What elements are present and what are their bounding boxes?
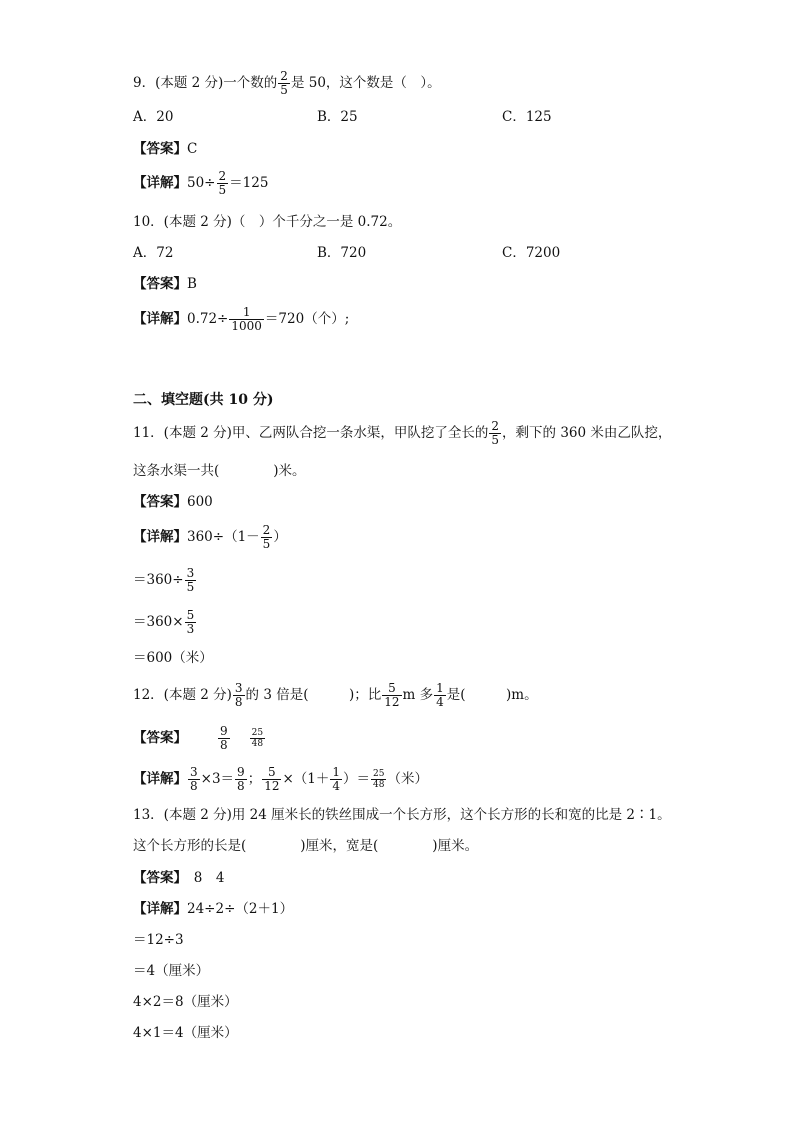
fraction: $\frac{3}{8}$	[190, 765, 198, 793]
fraction: $\frac{9}{8}$	[237, 765, 245, 793]
q13-detail-2: ＝12÷3	[133, 932, 184, 948]
q11-stem: 11．(本题 2 分)甲、乙两队合挖一条水渠，甲队挖了全长的 $\frac{2}{5}$ ，剩下的 360 米由乙队挖，	[133, 419, 672, 447]
fraction: $\frac{2}{5}$	[262, 523, 271, 551]
answer-fraction-1: $\frac{9}{8}$	[220, 724, 228, 752]
fraction: $\frac{1}{4}$	[332, 765, 341, 793]
fraction: $\frac{1}{4}$	[436, 681, 444, 709]
q13-stem-line2: 这个长方形的长是( )厘米，宽是( )厘米。	[133, 838, 479, 854]
q13-stem-line1: 13．(本题 2 分)用 24 厘米长的铁丝围成一个长方形，这个长方形的长和宽的比是 2∶1。	[133, 807, 671, 823]
q11-detail-3: ＝360× $\frac{5}{3}$	[133, 608, 195, 636]
q9-option-a: A．20	[133, 109, 174, 125]
q13-detail-3: ＝4（厘米）	[133, 963, 210, 979]
section-title: 二、填空题(共 10 分)	[133, 392, 274, 408]
q13-answer: 【答案】 8 4	[133, 870, 225, 886]
fraction: $\frac{3}{8}$	[234, 681, 243, 709]
q10-stem: 10．(本题 2 分)（ ）个千分之一是 0.72。	[133, 214, 402, 230]
fraction: $\frac{5}{3}$	[186, 608, 195, 636]
q10-option-c: C．7200	[502, 245, 561, 261]
q10-detail: 【详解】0.72÷ $\frac{1}{1000}$ ＝720（个）;	[133, 305, 350, 333]
fraction: $\frac{5}{12}$	[384, 681, 400, 709]
q9-stem: 9．(本题 2 分)一个数的 $\frac{2}{5}$ 是 50，这个数是（ ）。	[133, 69, 441, 97]
q11-stem-line2: 这条水渠一共( )米。	[133, 463, 306, 479]
q10-option-a: A．72	[133, 245, 174, 261]
q13-detail-5: 4×1＝4（厘米）	[133, 1025, 238, 1041]
fraction: $\frac{1}{1000}$	[231, 305, 262, 333]
fraction: $\frac{25}{48}$	[373, 769, 385, 790]
fraction: $\frac{2}{5}$	[491, 419, 500, 447]
q13-detail-4: 4×2＝8（厘米）	[133, 994, 238, 1010]
q10-option-b: B．720	[317, 245, 367, 261]
q12-stem: 12．(本题 2 分) $\frac{3}{8}$ 的 3 倍是( )；比 $\frac{5}{12}$ m 多 $\frac{1}{4}$ 是( )m。	[133, 681, 538, 709]
q11-detail-2: ＝360÷ $\frac{3}{5}$	[133, 566, 195, 594]
q9-detail: 【详解】50÷ $\frac{2}{5}$ ＝125	[133, 169, 269, 197]
q10-answer: 【答案】B	[133, 276, 197, 292]
answer-fraction-2: $\frac{25}{48}$	[251, 728, 264, 749]
fraction: $\frac{2}{5}$	[218, 169, 227, 197]
fraction: $\frac{2}{5}$	[280, 69, 288, 97]
fraction: $\frac{3}{5}$	[186, 566, 195, 594]
fraction: $\frac{5}{12}$	[264, 765, 280, 793]
q11-detail-4: ＝600（米）	[133, 650, 213, 666]
q13-detail-1: 【详解】24÷2÷（2＋1）	[133, 901, 294, 917]
q12-detail: 【详解】 $\frac{3}{8}$ ×3＝ $\frac{9}{8}$ ； $\frac{5}{12}$ ×（1＋ $\frac{1}{4}$ ）＝ $\frac{25}{48}$ （米）	[133, 765, 428, 793]
q9-answer: 【答案】C	[133, 141, 198, 157]
q9-option-c: C．125	[502, 109, 552, 125]
q11-answer: 【答案】600	[133, 494, 213, 510]
q9-option-b: B．25	[317, 109, 358, 125]
q12-answer: 【答案】 $\frac{9}{8}$ $\frac{25}{48}$	[133, 724, 264, 752]
q11-detail-1: 【详解】360÷（1－ $\frac{2}{5}$ ）	[133, 523, 287, 551]
